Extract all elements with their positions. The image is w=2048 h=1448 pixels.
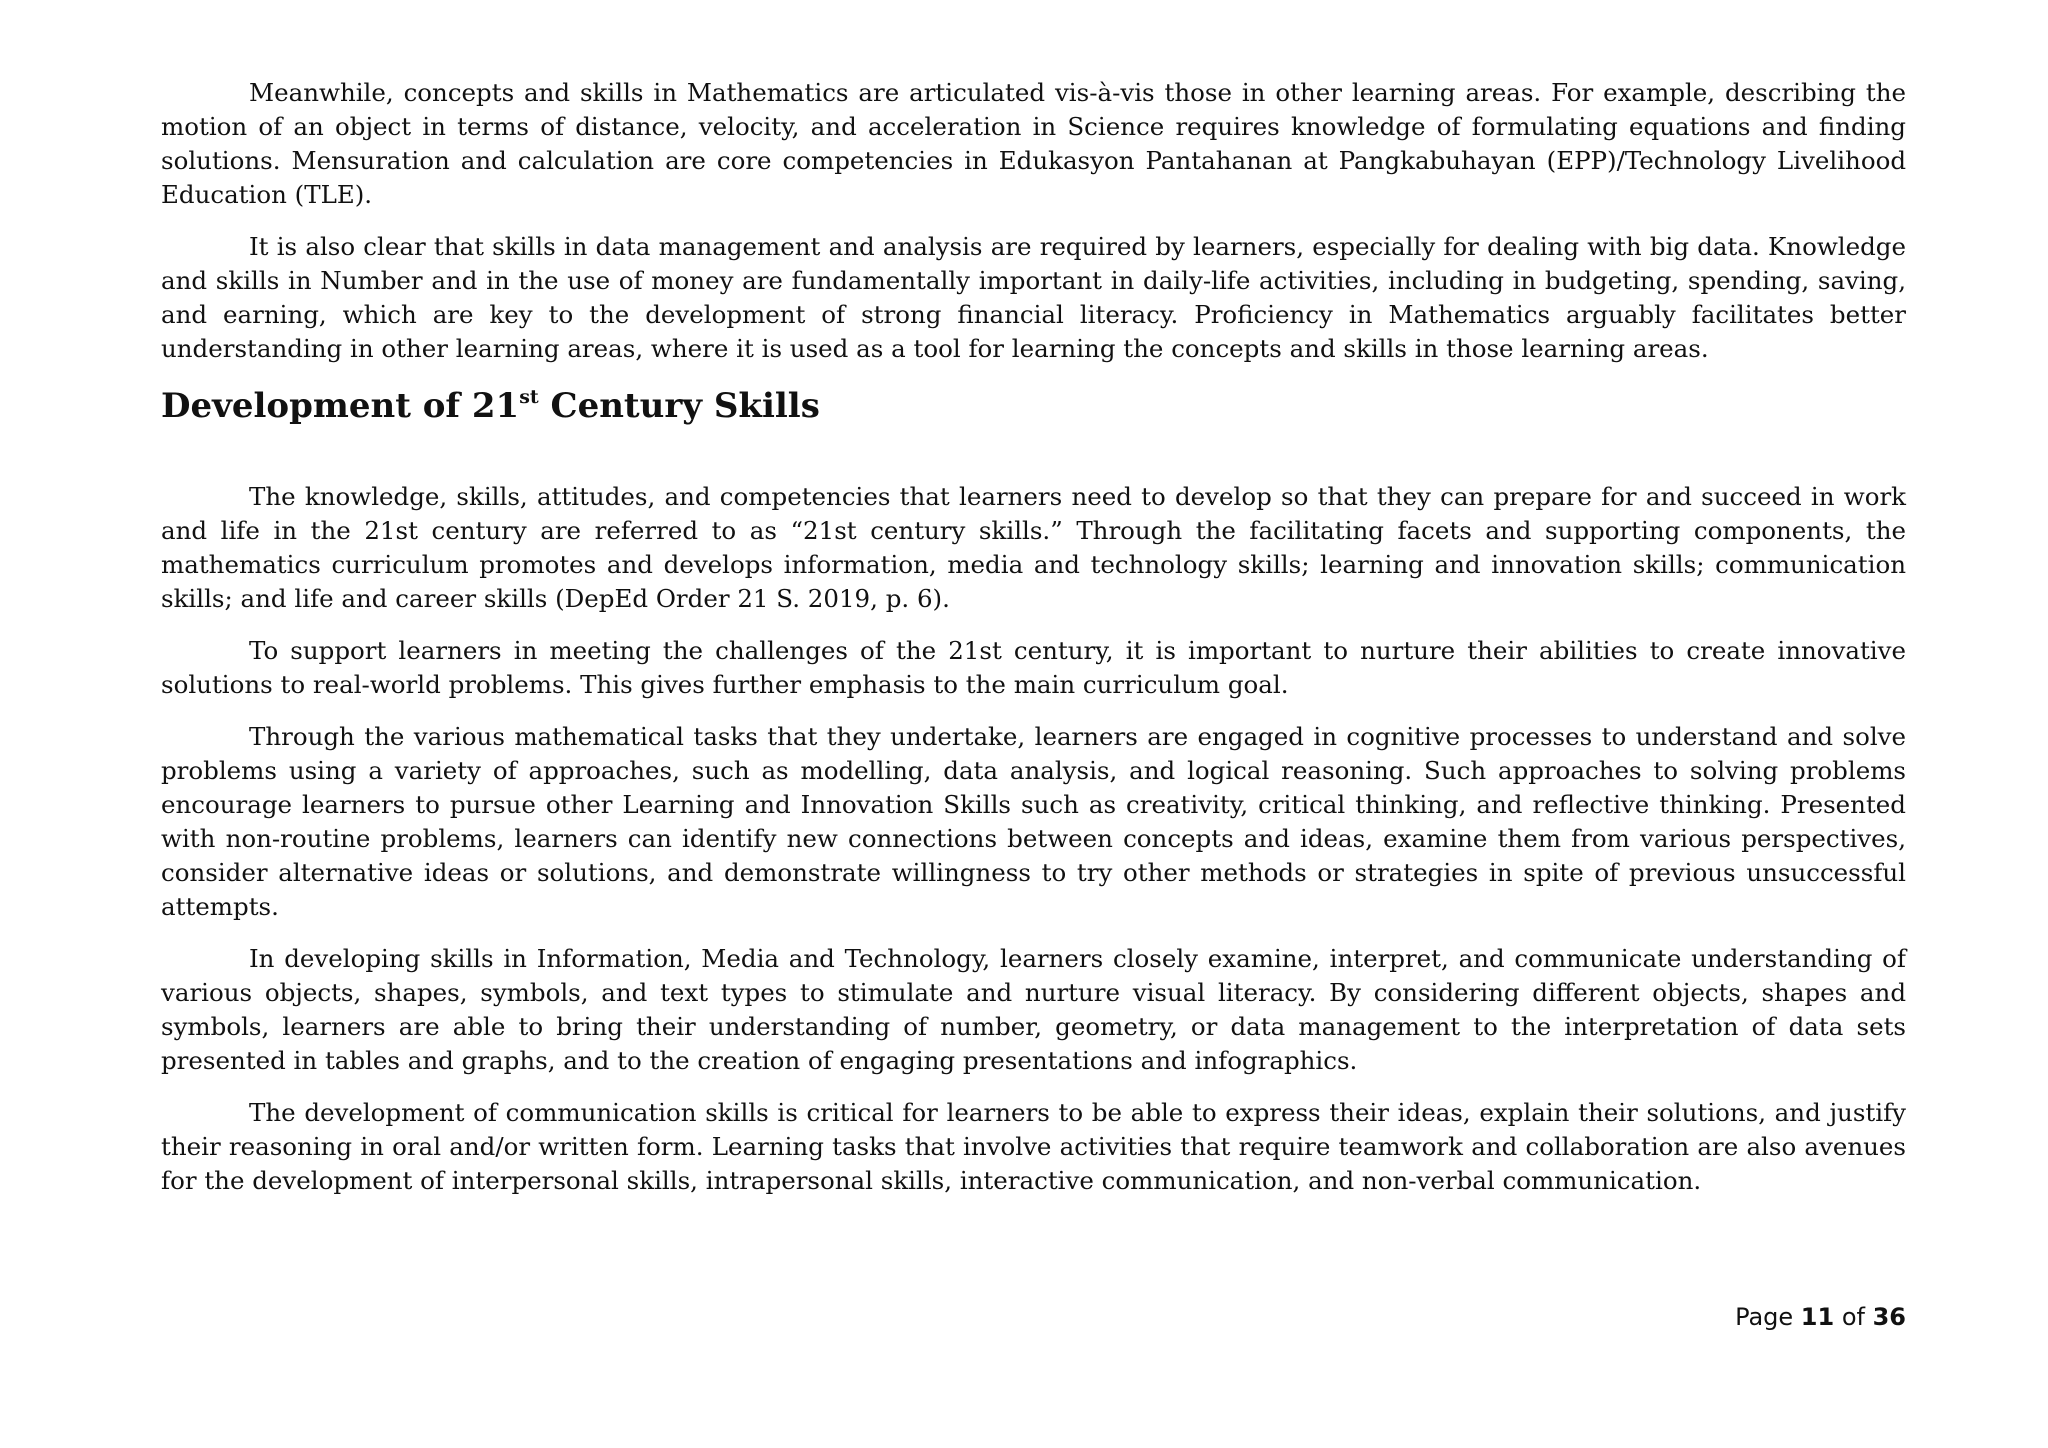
section-heading-text-end: Century Skills (538, 386, 820, 426)
document-page (161, 76, 1906, 1216)
page-number-footer (1735, 1303, 1906, 1331)
section-heading (161, 384, 1906, 428)
paragraph-math-across-learning-areas: Meanwhile, concepts and skills in Mathematics are articulated vis-à-vis those in other learning areas. For example, describing the motion of an object in terms of distance, velocity, and acceleration in Science requires knowledge of formulating equations and finding solutions. Mensuration and calculation are core competencies in Edukasyon Pantahanan at Pangkabuhayan (EPP)/Technology Livelihood Education (TLE). (161, 78, 1906, 209)
paragraph-information-media-technology: In developing skills in Information, Media and Technology, learners closely examine, interpret, and communicate understanding of various objects, shapes, symbols, and text types to stimulate and nurture visual literacy. By considering different objects, shapes and symbols, learners are able to bring their understanding of number, geometry, or data management to the interpretation of data sets presented in tables and graphs, and to the creation of engaging presentations and infographics. (161, 944, 1906, 1075)
total-page-count: 36 (1872, 1303, 1906, 1331)
paragraph-communication-skills: The development of communication skills is critical for learners to be able to express their ideas, explain their solutions, and justify their reasoning in oral and/or written form. Learning tasks that involve activities that require teamwork and collaboration are also avenues for the development of interpersonal skills, intrapersonal skills, interactive communication, and non-verbal communication. (161, 1098, 1906, 1195)
paragraph-support-learners: To support learners in meeting the challenges of the 21st century, it is important to nurture their abilities to create innovative solutions to real-world problems. This gives further emphasis to the main curriculum goal. (161, 636, 1906, 699)
paragraph-21st-century-skills: The knowledge, skills, attitudes, and competencies that learners need to develop so that they can prepare for and succeed in work and life in the 21st century are referred to as “21st century skills.” Through the facilitating facets and supporting components, the mathematics curriculum promotes and develops information, media and technology skills; learning and innovation skills; communication skills; and life and career skills (DepEd Order 21 S. 2019, p. 6). (161, 482, 1906, 613)
current-page-number: 11 (1800, 1303, 1835, 1331)
paragraph-mathematical-tasks: Through the various mathematical tasks that they undertake, learners are engaged in cognitive processes to understand and solve problems using a variety of approaches, such as modelling, data analysis, and logical reasoning. Such approaches to solving problems encourage learners to pursue other Learning and Innovation Skills such as creativity, critical thinking, and reflective thinking. Presented with non-routine problems, learners can identify new connections between concepts and ideas, examine them from various perspectives, consider alternative ideas or solutions, and demonstrate willingness to try other methods or strategies in spite of previous unsuccessful attempts. (161, 722, 1906, 921)
section-heading-superscript: st (519, 385, 539, 408)
page-of-label: of (1834, 1303, 1873, 1331)
section-heading-text: Development of 21 (161, 386, 520, 426)
page-label: Page (1735, 1303, 1801, 1331)
paragraph-data-management: It is also clear that skills in data management and analysis are required by learners, especially for dealing with big data. Knowledge and skills in Number and in the use of money are fundamentally important in daily-life activities, including in budgeting, spending, saving, and earning, which are key to the development of strong financial literacy. Proficiency in Mathematics arguably facilitates better understanding in other learning areas, where it is used as a tool for learning the concepts and skills in those learning areas. (161, 232, 1906, 363)
